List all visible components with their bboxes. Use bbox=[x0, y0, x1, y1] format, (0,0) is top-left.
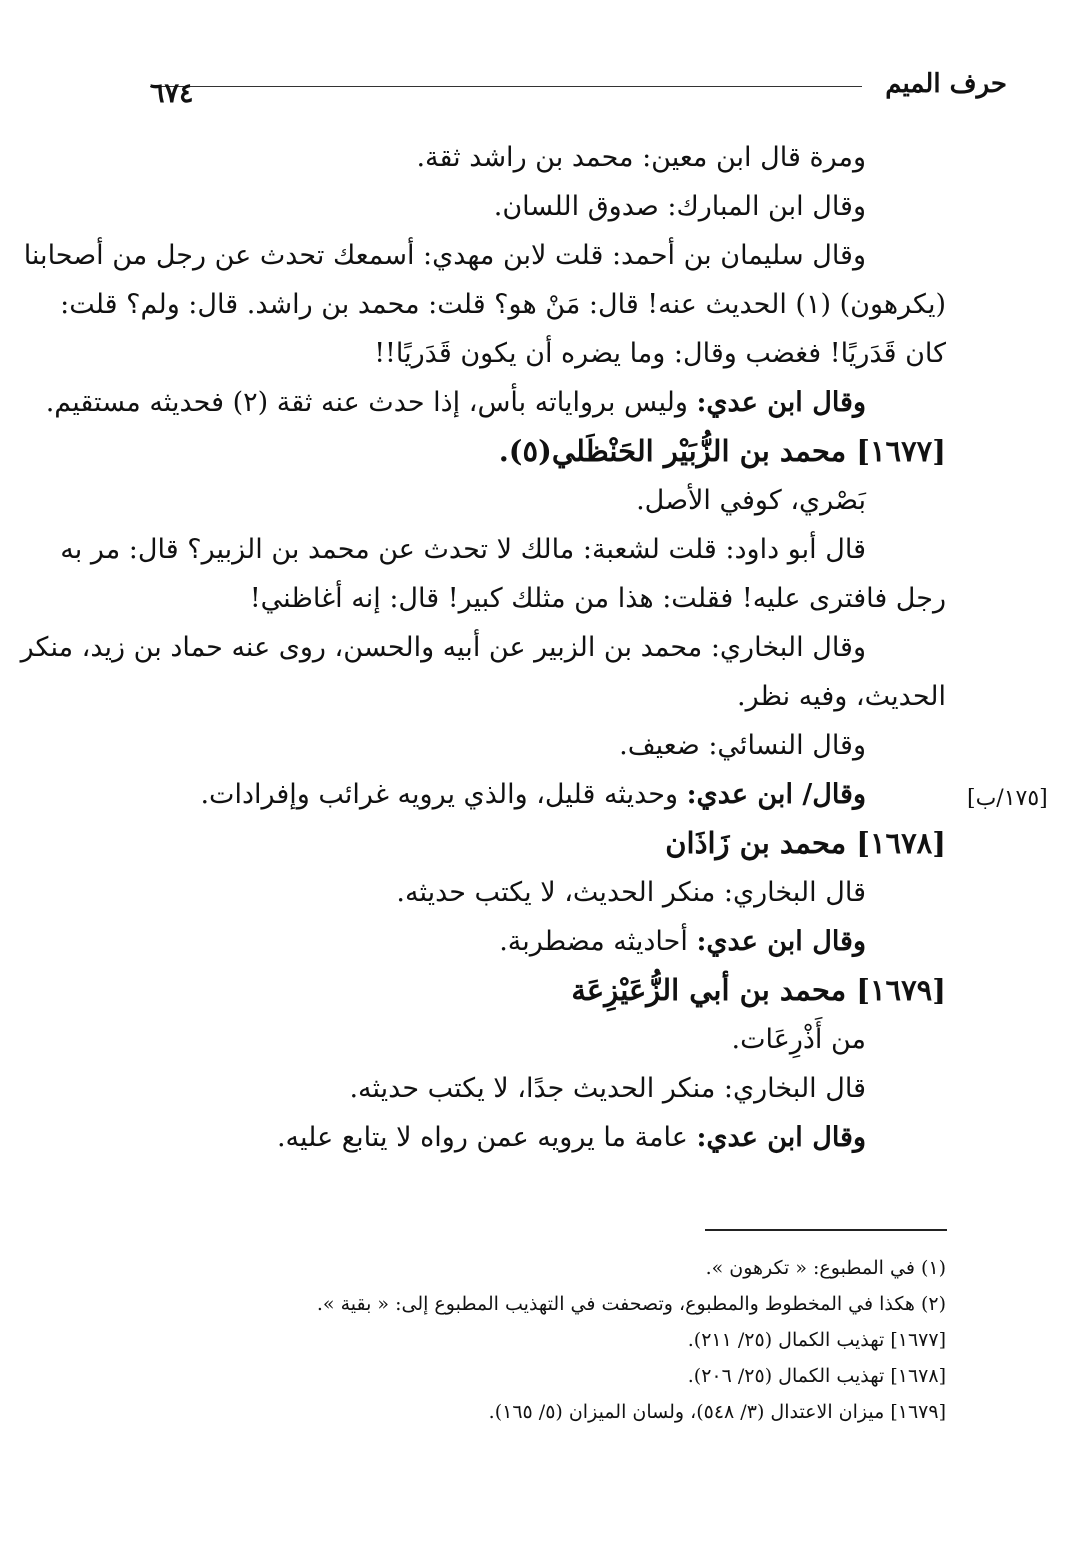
text-line bbox=[71, 917, 946, 966]
text-line: وقال ابن المبارك: صدوق اللسان. bbox=[493, 191, 866, 222]
quote-text: وليس برواياته بأس، إذا حدث عنه ثقة (٢) فحديثه مستقيم. bbox=[45, 387, 688, 418]
footnote: [١٦٧٩] ميزان الاعتدال (٣/ ٥٤٨)، ولسان الميزان (٥/ ١٦٥). bbox=[488, 1401, 946, 1423]
manuscript-folio-note: [١٧٥/ب] bbox=[967, 786, 1048, 811]
header-rule bbox=[150, 86, 862, 87]
text-line: من أَذْرِعَات. bbox=[731, 1024, 866, 1055]
main-text bbox=[20, 133, 946, 1162]
speaker-label: وقال ابن عدي: bbox=[696, 1122, 866, 1153]
text-line: وقال النسائي: ضعيف. bbox=[619, 730, 866, 761]
text-line: قال أبو داود: قلت لشعبة: مالك لا تحدث عن محمد بن الزبير؟ قال: مر به bbox=[60, 534, 866, 565]
quote-text: أحاديثه مضطربة. bbox=[499, 926, 688, 957]
text-line: ومرة قال ابن معين: محمد بن راشد ثقة. bbox=[416, 142, 866, 173]
footnote: (٢) هكذا في المخطوط والمطبوع، وتصحفت في التهذيب المطبوع إلى: « بقية ». bbox=[316, 1293, 946, 1315]
text-line: وقال البخاري: محمد بن الزبير عن أبيه والحسن، روى عنه حماد بن زيد، منكر bbox=[20, 632, 866, 663]
text-line: قال البخاري: منكر الحديث، لا يكتب حديثه. bbox=[396, 877, 866, 908]
text-line: كان قَدَريًا! فغضب وقال: وما يضره أن يكون قَدَريًا!! bbox=[374, 338, 946, 369]
speaker-label: وقال ابن عدي: bbox=[696, 387, 866, 418]
footnote: (١) في المطبوع: « تكرهون ». bbox=[705, 1257, 946, 1279]
text-line bbox=[45, 378, 946, 427]
footnote: [١٦٧٧] تهذيب الكمال (٢٥/ ٢١١). bbox=[687, 1329, 946, 1351]
quote-text: عامة ما يرويه عمن رواه لا يتابع عليه. bbox=[276, 1122, 688, 1153]
text-line: رجل فافترى عليه! فقلت: هذا من مثلك كبير! قال: إنه أغاظني! bbox=[249, 583, 946, 614]
text-line bbox=[71, 770, 946, 819]
text-line: وقال سليمان بن أحمد: قلت لابن مهدي: أسمعك تحدث عن رجل من أصحابنا bbox=[23, 240, 866, 271]
running-title: حرف الميم bbox=[885, 69, 1007, 99]
quote-text: وحديثه قليل، والذي يرويه غرائب وإفرادات. bbox=[200, 779, 678, 810]
text-line: قال البخاري: منكر الحديث جدًا، لا يكتب حديثه. bbox=[349, 1073, 866, 1104]
text-line bbox=[71, 1113, 946, 1162]
speaker-label: وقال/ ابن عدي: bbox=[686, 779, 866, 810]
footnote: [١٦٧٨] تهذيب الكمال (٢٥/ ٢٠٦). bbox=[687, 1365, 946, 1387]
text-line: (يكرهون) (١) الحديث عنه! قال: مَنْ هو؟ قلت: محمد بن راشد. قال: ولم؟ قلت: bbox=[60, 289, 946, 320]
entry-heading-1678: [١٦٧٨] محمد بن زَاذَان bbox=[665, 826, 946, 860]
text-line: الحديث، وفيه نظر. bbox=[737, 681, 946, 712]
speaker-label: وقال ابن عدي: bbox=[696, 926, 866, 957]
text-line: بَصْري، كوفي الأصل. bbox=[636, 485, 866, 516]
footnote-rule bbox=[705, 1229, 947, 1231]
footnotes bbox=[71, 1250, 946, 1430]
entry-heading-1677: [١٦٧٧] محمد بن الزُّبَيْر الحَنْظَلي(٥). bbox=[498, 434, 946, 468]
page-number: ٦٧٤ bbox=[150, 78, 194, 109]
entry-heading-1679: [١٦٧٩] محمد بن أبي الزُّعَيْزِعَة bbox=[571, 973, 946, 1007]
